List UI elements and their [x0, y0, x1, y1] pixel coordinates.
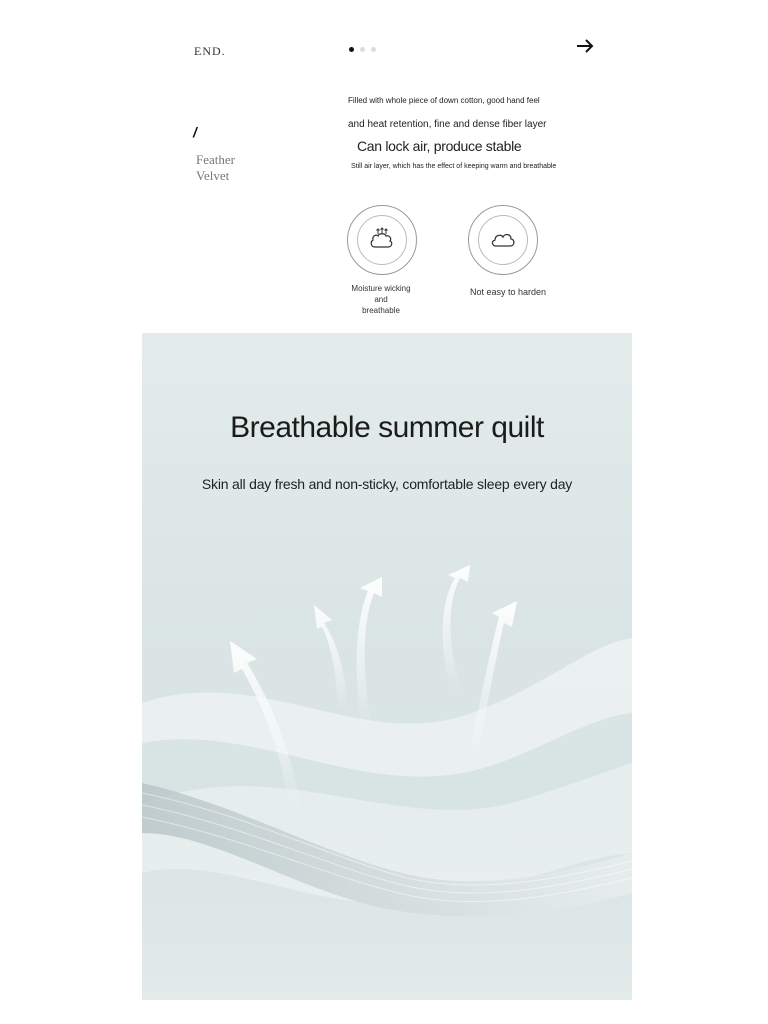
- carousel-dot-1[interactable]: [349, 47, 354, 52]
- description-line4: Still air layer, which has the effect of keeping warm and breathable: [351, 163, 557, 170]
- description-line3: Can lock air, produce stable: [357, 138, 522, 154]
- material-label: [196, 152, 235, 184]
- arrow-right-icon[interactable]: [574, 36, 596, 56]
- moisture-cloud-icon: [367, 225, 397, 255]
- carousel-dots: [349, 47, 376, 52]
- hero-banner: [142, 333, 632, 1000]
- hero-subtitle: Skin all day fresh and non-sticky, comfortable sleep every day: [201, 476, 573, 492]
- feature-badge-soft: [468, 205, 538, 275]
- feature-badge-moisture: [347, 205, 417, 275]
- product-intro-section: [0, 0, 768, 330]
- brand-logo: END.: [194, 44, 226, 58]
- hero-title: Breathable summer quilt: [230, 411, 544, 444]
- description-line2: and heat retention, fine and dense fiber layer: [348, 119, 547, 130]
- carousel-dot-2[interactable]: [360, 47, 365, 52]
- decorative-slash: /: [193, 124, 197, 140]
- feature-label-harden: Not easy to harden: [469, 287, 547, 297]
- feature-label-moisture: [345, 283, 417, 316]
- feature-label-moisture-line1: Moisture wicking and: [351, 284, 411, 304]
- description-line1: Filled with whole piece of down cotton, good hand feel: [348, 96, 540, 105]
- material-label-line1: Feather: [196, 152, 235, 167]
- cloud-icon: [488, 225, 518, 255]
- carousel-dot-3[interactable]: [371, 47, 376, 52]
- material-label-line2: Velvet: [196, 168, 230, 183]
- feature-label-moisture-line2: breathable: [362, 306, 400, 315]
